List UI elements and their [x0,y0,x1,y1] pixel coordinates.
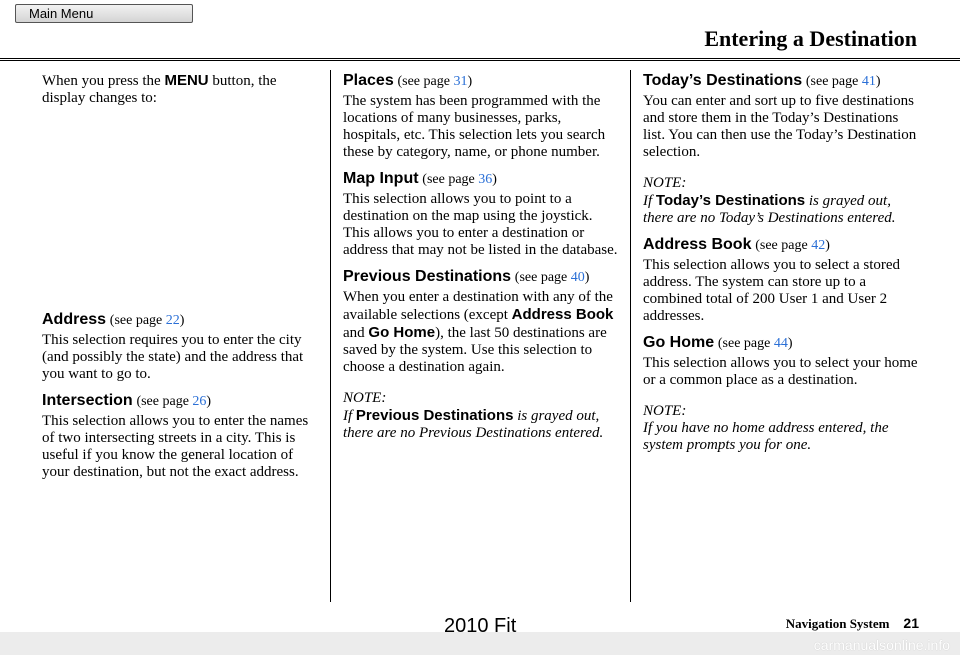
site-watermark: carmanualsonline.info [813,637,950,653]
intersection-heading: Intersection (see page 26) [42,392,212,409]
intersection-text: This selection allows you to enter the names of two intersecting streets in a city. This is useful if you know the general location of your destination, but not the exact address. [42,413,309,480]
column-1 [42,72,320,481]
address-book-text: This selection allows you to select a stored address. The system can store up to a combined total of 200 User 1 and User 2 addresses. [643,257,901,324]
page-link-31[interactable]: 31 [453,74,468,89]
places-text: The system has been programmed with the locations of many businesses, parks, hospitals, etc. This selection lets you search these by category, name, or phone number. [343,93,606,160]
column-2 [343,72,621,442]
address-text: This selection requires you to enter the city (and possibly the state) and the address that you want to go to. [42,332,304,382]
footer-section: Navigation System [785,616,890,631]
title-rule [0,58,960,61]
model-watermark: 2010 Fit [444,615,517,637]
column-divider [630,70,631,602]
main-menu-button[interactable]: Main Menu [15,4,193,23]
page-link-42[interactable]: 42 [811,238,826,253]
column-divider [330,70,331,602]
note-label: NOTE: [643,175,687,191]
places-heading: Places (see page 31) [343,72,473,89]
page-link-40[interactable]: 40 [570,270,585,285]
map-input-text: This selection allows you to point to a destination on the map using the joystick. This allows you to enter a destination or address that may not be listed in the database. [343,191,618,258]
note-text: If Previous Destinations is grayed out, there are no Previous Destinations entered. [343,407,604,441]
page-link-36[interactable]: 36 [478,172,493,187]
note-text: If you have no home address entered, the system prompts you for one. [643,420,889,453]
note-label: NOTE: [643,403,687,419]
column-3 [643,72,921,454]
go-home-text: This selection allows you to select your home or a common place as a destination. [643,355,918,388]
page-link-41[interactable]: 41 [861,74,876,89]
page-link-26[interactable]: 26 [192,394,207,409]
display-screen-space [42,107,320,302]
page-link-22[interactable]: 22 [165,313,180,328]
menu-button-name: MENU [164,72,209,89]
previous-destinations-text: When you enter a destination with any of the available selections (except Address Book and Go Home), the last 50 destinations are saved by the system. Use this selection to choose a destination again. [343,289,614,375]
address-book-heading: Address Book (see page 42) [643,236,830,253]
page-title: Entering a Destination [704,26,917,51]
page-footer [786,615,919,632]
go-home-heading: Go Home (see page 44) [643,334,793,351]
page-link-44[interactable]: 44 [773,336,788,351]
intro-paragraph: When you press the MENU button, the display changes to: [42,72,277,106]
map-input-heading: Map Input (see page 36) [343,170,497,187]
note-text: If Today’s Destinations is grayed out, there are no Today’s Destinations entered. [643,192,896,226]
page-number: 21 [903,615,919,631]
address-heading: Address (see page 22) [42,311,185,328]
todays-destinations-text: You can enter and sort up to five destinations and store them in the Today’s Destinations list. You can then use the Today’s Destination selection. [643,93,917,160]
previous-destinations-heading: Previous Destinations (see page 40) [343,268,590,285]
todays-destinations-heading: Today’s Destinations (see page 41) [643,72,881,89]
note-label: NOTE: [343,390,387,406]
